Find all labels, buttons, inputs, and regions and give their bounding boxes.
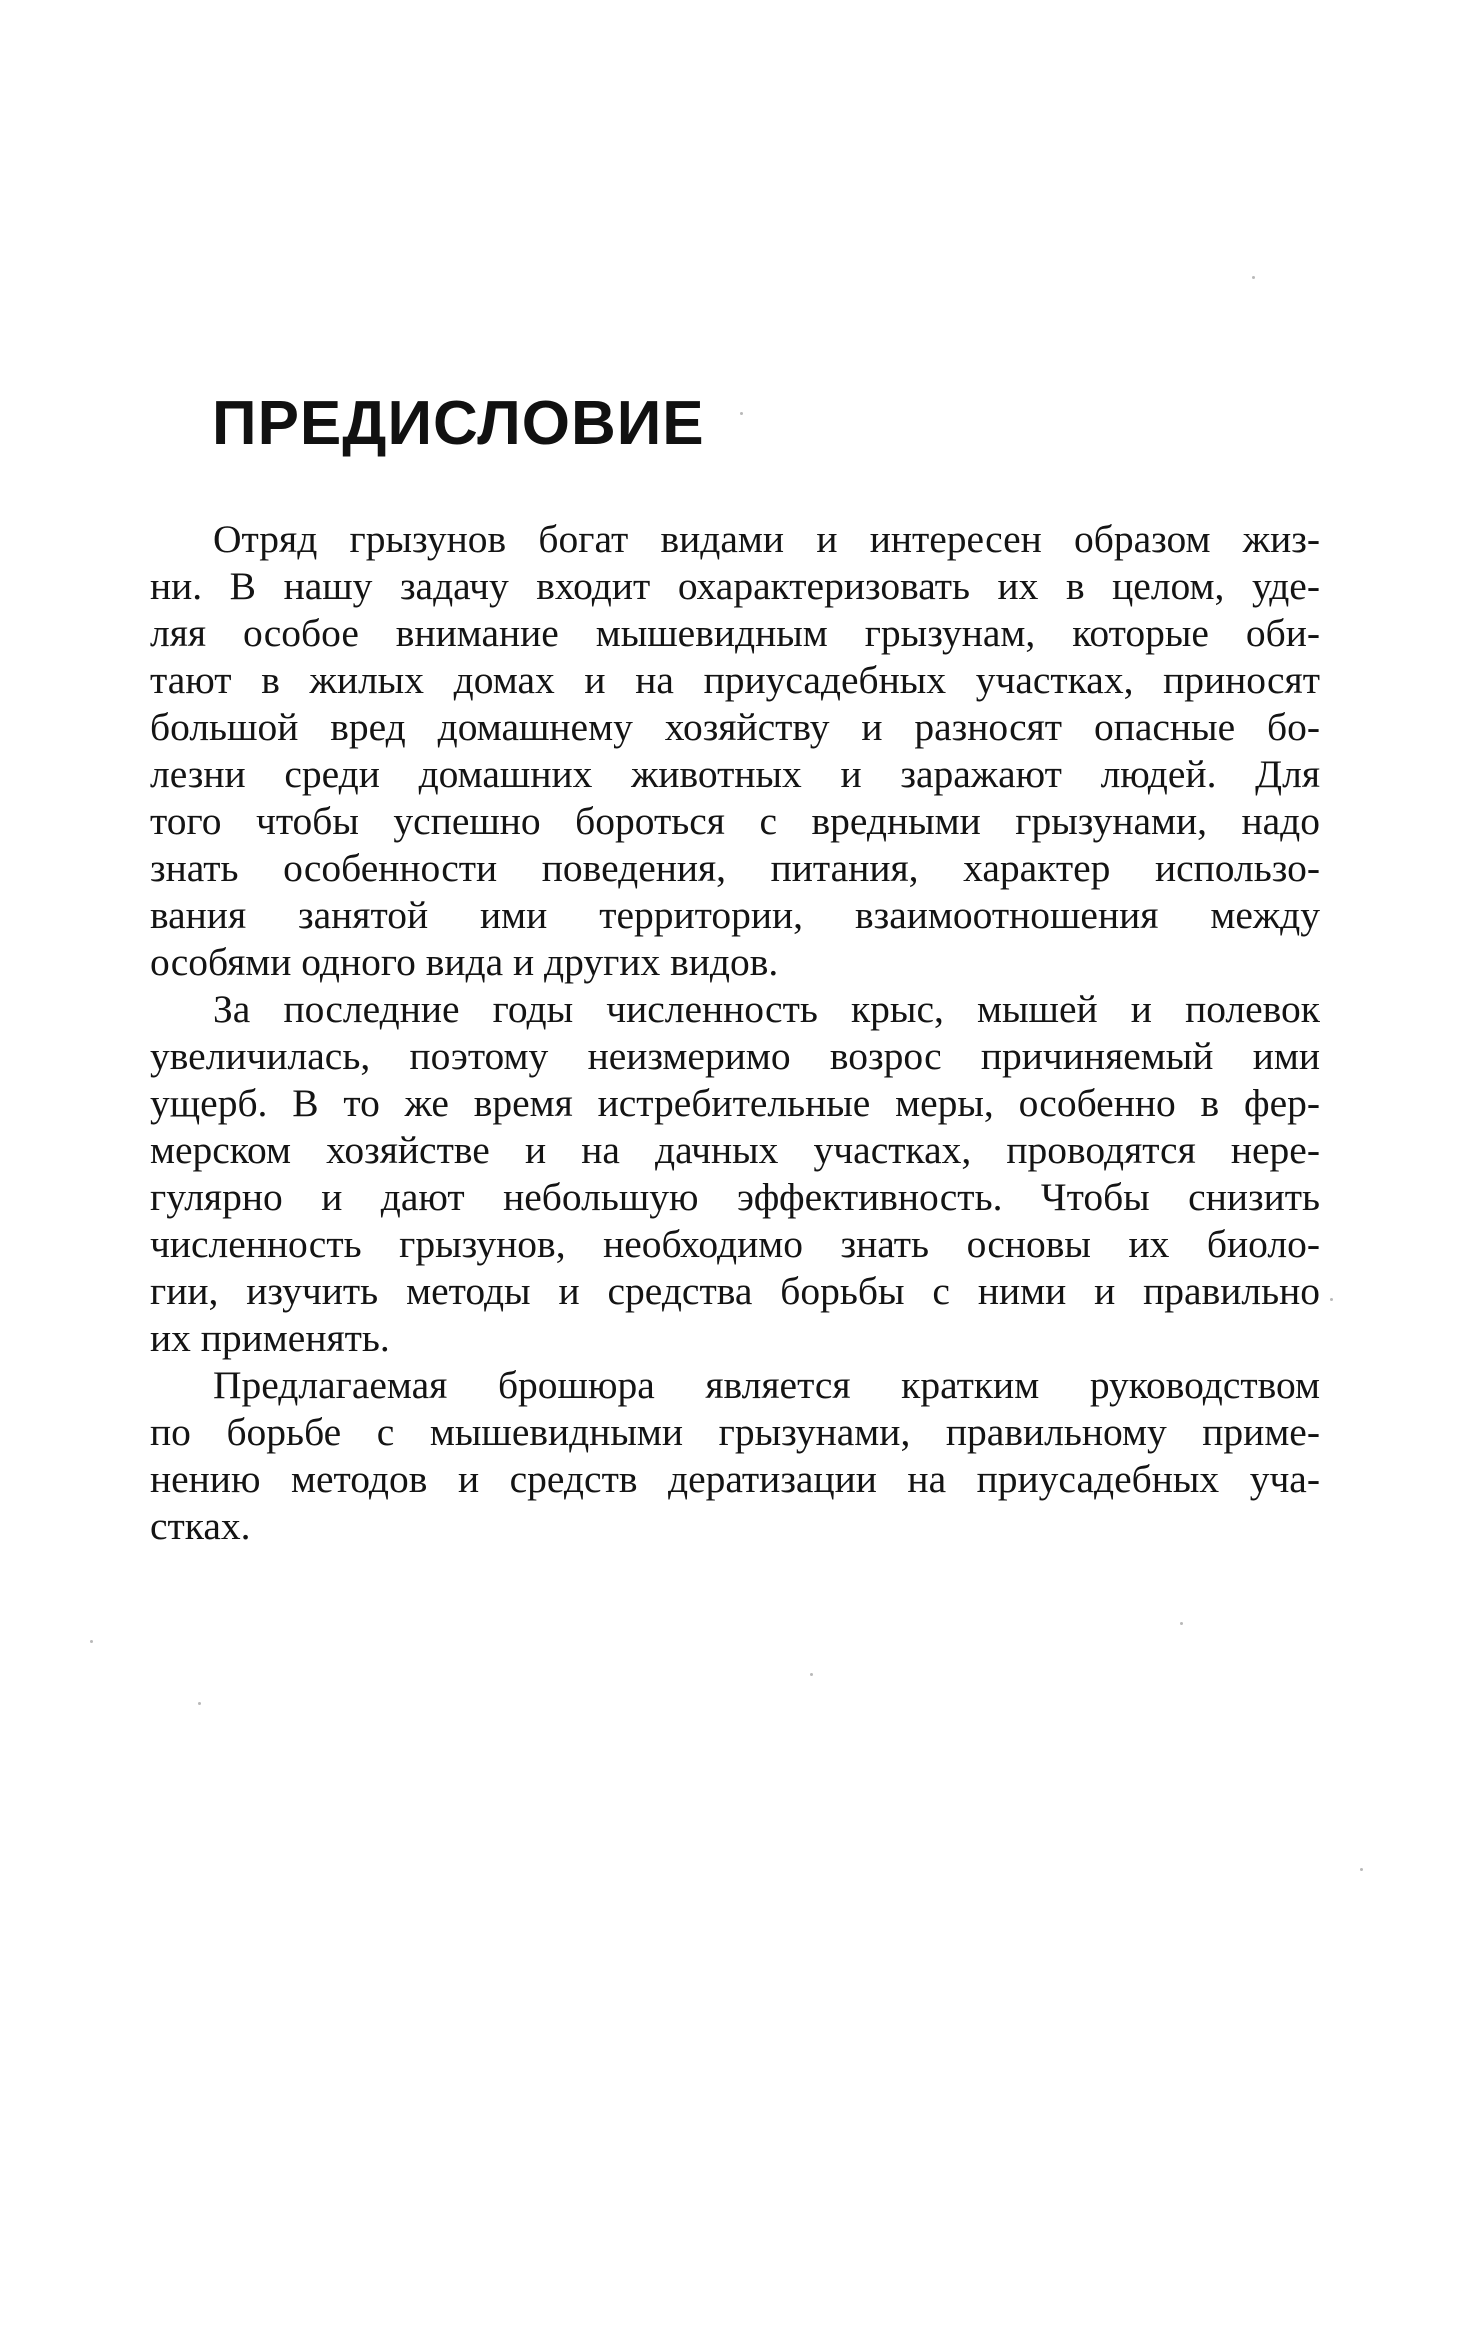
text-line: тают в жилых домах и на приусадебных участках, приносят <box>150 658 1320 702</box>
text-line: мерском хозяйстве и на дачных участках, проводятся нере- <box>150 1128 1320 1172</box>
text-line: стках. <box>150 1504 251 1548</box>
paragraph-1 <box>150 516 1320 986</box>
text-line: нению методов и средств дератизации на приусадебных уча- <box>150 1457 1320 1501</box>
text-line: ляя особое внимание мышевидным грызунам, которые оби- <box>150 611 1320 655</box>
text-line: того чтобы успешно бороться с вредными грызунами, надо <box>150 799 1320 843</box>
text-line: вания занятой ими территории, взаимоотношения между <box>150 893 1320 937</box>
page-heading: ПРЕДИСЛОВИЕ <box>212 389 705 458</box>
text-line: Отряд грызунов богат видами и интересен образом жиз- <box>213 517 1320 561</box>
text-line: лезни среди домашних животных и заражают людей. Для <box>150 752 1320 796</box>
text-line: большой вред домашнему хозяйству и разносят опасные бо- <box>150 705 1320 749</box>
preface-body <box>150 516 1320 1550</box>
scan-speck <box>1330 1298 1333 1301</box>
scan-speck <box>90 1640 93 1643</box>
text-line: знать особенности поведения, питания, характер использо- <box>150 846 1320 890</box>
scan-speck <box>198 1702 201 1705</box>
text-line: их применять. <box>150 1316 390 1360</box>
scan-speck <box>810 1673 813 1676</box>
text-line: численность грызунов, необходимо знать основы их биоло- <box>150 1222 1320 1266</box>
paragraph-2 <box>150 986 1320 1362</box>
text-line: особями одного вида и других видов. <box>150 940 779 984</box>
paragraph-3 <box>150 1362 1320 1550</box>
scan-speck <box>1360 1868 1363 1871</box>
text-line: Предлагаемая брошюра является кратким руководством <box>213 1363 1320 1407</box>
scan-speck <box>1252 276 1255 279</box>
text-line: гулярно и дают небольшую эффективность. Чтобы снизить <box>150 1175 1320 1219</box>
scan-speck <box>740 412 743 415</box>
text-line: увеличилась, поэтому неизмеримо возрос причиняемый ими <box>150 1034 1320 1078</box>
text-line: ущерб. В то же время истребительные меры, особенно в фер- <box>150 1081 1320 1125</box>
text-line: ни. В нашу задачу входит охарактеризовать их в целом, уде- <box>150 564 1320 608</box>
text-line: За последние годы численность крыс, мышей и полевок <box>213 987 1320 1031</box>
scan-speck <box>1180 1622 1183 1625</box>
text-line: по борьбе с мышевидными грызунами, правильному приме- <box>150 1410 1320 1454</box>
text-line: гии, изучить методы и средства борьбы с ними и правильно <box>150 1269 1320 1313</box>
